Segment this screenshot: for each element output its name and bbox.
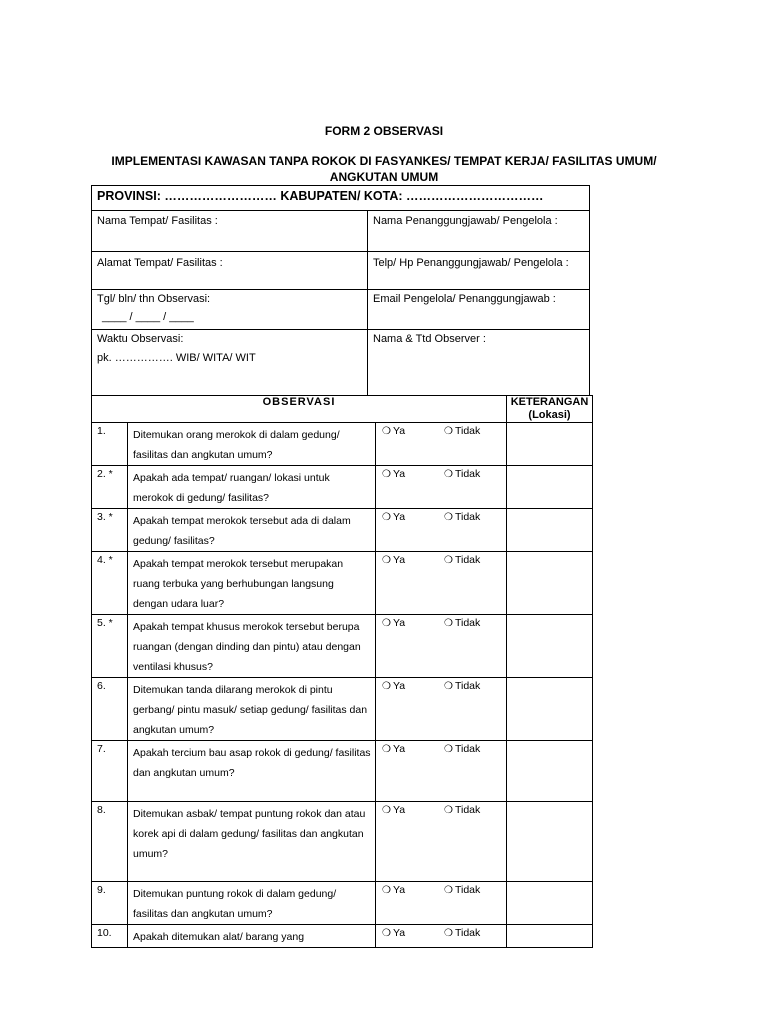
option-tidak-label: Tidak [454,511,481,523]
option-tidak[interactable] [444,554,506,566]
radio-circle-icon[interactable]: ❍ [382,512,391,523]
subtitle-line-2: ANGKUTAN UMUM [329,170,439,184]
table-row [92,466,593,509]
table-row [92,741,593,802]
option-ya[interactable] [382,743,444,755]
field-observer[interactable]: Nama & Ttd Observer : [373,333,486,345]
answer-options [376,678,507,741]
option-ya[interactable] [382,884,444,896]
field-alamat[interactable]: Alamat Tempat/ Fasilitas : [97,257,223,269]
keterangan-cell[interactable] [507,678,593,741]
row-number: 2. * [92,466,128,509]
radio-circle-icon[interactable]: ❍ [444,681,453,692]
keterangan-cell[interactable] [507,615,593,678]
option-ya-label: Ya [392,884,406,896]
table-row [92,423,593,466]
radio-circle-icon[interactable]: ❍ [382,618,391,629]
answer-options [376,802,507,882]
radio-circle-icon[interactable]: ❍ [382,805,391,816]
row-number: 10. [92,925,128,948]
option-tidak[interactable] [444,511,506,523]
option-ya-label: Ya [392,617,406,629]
option-tidak-label: Tidak [454,884,481,896]
radio-circle-icon[interactable]: ❍ [382,744,391,755]
header-observasi: OBSERVASI [92,396,507,423]
radio-circle-icon[interactable]: ❍ [444,618,453,629]
row-question: Apakah tercium bau asap rokok di gedung/ fasilitas dan angkutan umum? [128,741,376,802]
observation-table [91,395,593,948]
radio-circle-icon[interactable]: ❍ [444,928,453,939]
option-ya-label: Ya [392,804,406,816]
answer-options [376,741,507,802]
column-divider [367,210,368,251]
subtitle-line-1: IMPLEMENTASI KAWASAN TANPA ROKOK DI FASYANKES/ TEMPAT KERJA/ FASILITAS UMUM/ [111,154,657,168]
option-ya[interactable] [382,468,444,480]
row-number: 4. * [92,552,128,615]
radio-circle-icon[interactable]: ❍ [382,681,391,692]
row-question: Apakah tempat merokok tersebut ada di dalam gedung/ fasilitas? [128,509,376,552]
option-ya[interactable] [382,617,444,629]
form-subtitle [0,153,768,185]
info-row-date [92,289,589,330]
radio-circle-icon[interactable]: ❍ [444,805,453,816]
option-ya-label: Ya [392,511,406,523]
info-row-time [92,329,589,396]
answer-options [376,882,507,925]
option-tidak-label: Tidak [454,617,481,629]
field-nama-tempat[interactable]: Nama Tempat/ Fasilitas : [97,215,218,227]
column-divider [367,252,368,290]
header-keterangan-sub: (Lokasi) [528,409,571,421]
option-ya-label: Ya [392,468,406,480]
option-ya-label: Ya [392,425,406,437]
field-nama-penanggungjawab[interactable]: Nama Penanggungjawab/ Pengelola : [373,215,558,227]
radio-circle-icon[interactable]: ❍ [444,885,453,896]
header-keterangan-label: KETERANGAN [510,396,589,408]
row-number: 7. [92,741,128,802]
radio-circle-icon[interactable]: ❍ [444,744,453,755]
info-section [91,210,590,396]
radio-circle-icon[interactable]: ❍ [444,469,453,480]
option-tidak[interactable] [444,680,506,692]
province-header: PROVINSI: ……………………… KABUPATEN/ KOTA: …………………………… [91,185,590,211]
option-tidak-label: Tidak [454,554,481,566]
option-ya-label: Ya [392,743,406,755]
radio-circle-icon[interactable]: ❍ [382,426,391,437]
row-question: Apakah tempat merokok tersebut merupakan ruang terbuka yang berhubungan langsung dengan udara luar? [128,552,376,615]
option-ya[interactable] [382,554,444,566]
table-row [92,678,593,741]
row-number: 6. [92,678,128,741]
option-ya[interactable] [382,511,444,523]
option-tidak-label: Tidak [454,804,481,816]
option-ya[interactable] [382,804,444,816]
row-number: 8. [92,802,128,882]
answer-options [376,466,507,509]
option-tidak[interactable] [444,927,506,939]
keterangan-cell[interactable] [507,509,593,552]
answer-options [376,423,507,466]
option-tidak-label: Tidak [454,927,481,939]
row-question: Apakah ada tempat/ ruangan/ lokasi untuk merokok di gedung/ fasilitas? [128,466,376,509]
row-number: 5. * [92,615,128,678]
option-tidak-label: Tidak [454,680,481,692]
option-ya-label: Ya [392,927,406,939]
radio-circle-icon[interactable]: ❍ [444,555,453,566]
field-waktu: Waktu Observasi: [97,333,184,345]
table-row [92,615,593,678]
table-row [92,802,593,882]
info-row-name [92,210,589,251]
column-divider [367,330,368,396]
radio-circle-icon[interactable]: ❍ [444,512,453,523]
option-ya-label: Ya [392,554,406,566]
field-telp[interactable]: Telp/ Hp Penanggungjawab/ Pengelola : [373,257,569,269]
info-row-address [92,251,589,290]
row-question: Ditemukan puntung rokok di dalam gedung/ fasilitas dan angkutan umum? [128,882,376,925]
field-waktu-blank[interactable]: pk. ……………. WIB/ WITA/ WIT [97,352,256,364]
answer-options [376,509,507,552]
option-tidak[interactable] [444,884,506,896]
keterangan-cell[interactable] [507,802,593,882]
row-question: Apakah ditemukan alat/ barang yang [128,925,376,948]
option-ya[interactable] [382,680,444,692]
option-ya-label: Ya [392,680,406,692]
option-ya[interactable] [382,927,444,939]
radio-circle-icon[interactable]: ❍ [444,426,453,437]
keterangan-cell[interactable] [507,741,593,802]
field-tgl: Tgl/ bln/ thn Observasi: [97,293,211,305]
radio-circle-icon[interactable]: ❍ [382,928,391,939]
keterangan-cell[interactable] [507,552,593,615]
table-row [92,509,593,552]
option-tidak-label: Tidak [454,425,481,437]
keterangan-cell[interactable] [507,423,593,466]
keterangan-cell[interactable] [507,882,593,925]
option-tidak-label: Tidak [454,468,481,480]
option-tidak[interactable] [444,743,506,755]
option-tidak-label: Tidak [454,743,481,755]
field-tgl-blank[interactable]: ____ / ____ / ____ [102,311,194,323]
table-row [92,552,593,615]
option-tidak[interactable] [444,425,506,437]
radio-circle-icon[interactable]: ❍ [382,555,391,566]
keterangan-cell[interactable] [507,466,593,509]
column-divider [367,290,368,330]
row-question: Ditemukan orang merokok di dalam gedung/ fasilitas dan angkutan umum? [128,423,376,466]
table-row [92,925,593,948]
header-keterangan [507,396,593,423]
row-question: Ditemukan asbak/ tempat puntung rokok dan atau korek api di dalam gedung/ fasilitas dan angkutan umum? [128,802,376,882]
form-title: FORM 2 OBSERVASI [324,124,444,138]
row-number: 1. [92,423,128,466]
option-ya[interactable] [382,425,444,437]
field-email[interactable]: Email Pengelola/ Penanggungjawab : [373,293,556,305]
answer-options [376,615,507,678]
option-tidak[interactable] [444,617,506,629]
row-number: 3. * [92,509,128,552]
keterangan-cell[interactable] [507,925,593,948]
table-header-row [92,396,593,423]
row-number: 9. [92,882,128,925]
radio-circle-icon[interactable]: ❍ [382,469,391,480]
option-tidak[interactable] [444,804,506,816]
answer-options [376,552,507,615]
table-row [92,882,593,925]
radio-circle-icon[interactable]: ❍ [382,885,391,896]
answer-options [376,925,507,948]
option-tidak[interactable] [444,468,506,480]
row-question: Apakah tempat khusus merokok tersebut berupa ruangan (dengan dinding dan pintu) atau dengan ventilasi khusus? [128,615,376,678]
row-question: Ditemukan tanda dilarang merokok di pintu gerbang/ pintu masuk/ setiap gedung/ fasilitas dan angkutan umum? [128,678,376,741]
